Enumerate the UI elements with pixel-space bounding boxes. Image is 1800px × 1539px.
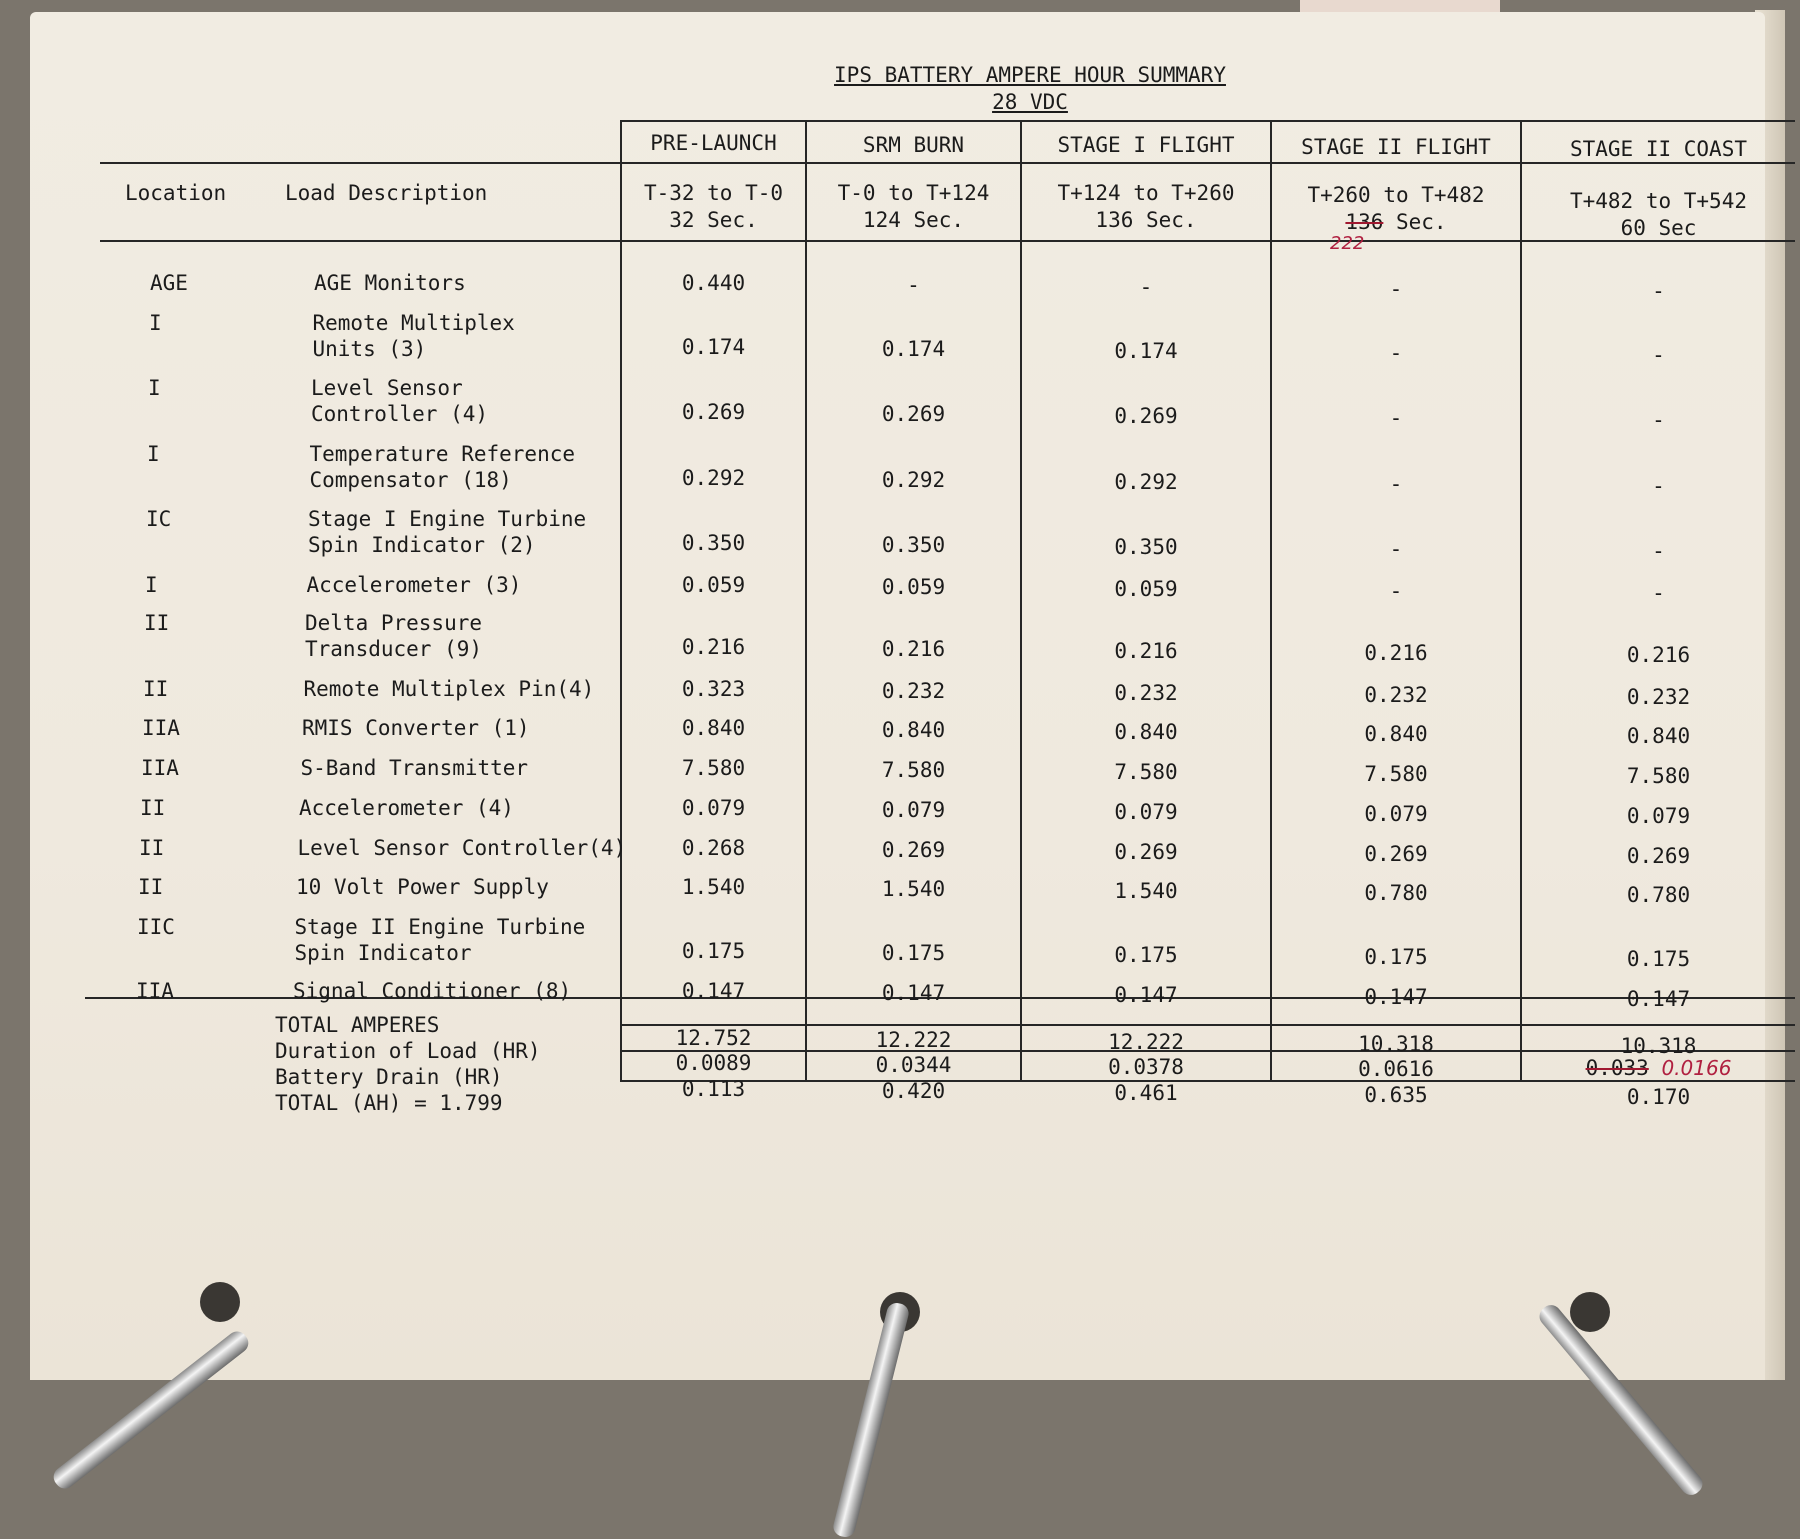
phase-name: PRE-LAUNCH xyxy=(650,131,777,155)
header-stage2-coast xyxy=(1522,136,1795,163)
ampere-value-cell: 0.840 xyxy=(881,718,946,742)
phase-duration: 124 Sec. xyxy=(862,208,965,232)
ampere-value-cell: 7.580 xyxy=(1114,760,1178,784)
location-cell: IC xyxy=(146,507,172,531)
total-amperes-value: 12.752 xyxy=(675,1026,752,1050)
document-page xyxy=(30,12,1765,1380)
location-cell: II xyxy=(144,611,170,635)
document-subtitle: 28 VDC xyxy=(992,90,1068,114)
phase-duration xyxy=(1272,209,1520,236)
ampere-value-cell: 0.079 xyxy=(881,798,946,822)
ampere-value-cell: 1.540 xyxy=(1114,879,1178,903)
load-description-cell: Units (3) xyxy=(312,337,427,361)
ampere-value-cell: 0.216 xyxy=(881,637,946,661)
struck-coast-duration: 0.033 xyxy=(1585,1056,1649,1080)
phase-range: T-32 to T-0 xyxy=(643,181,784,205)
handwritten-coast-duration: 0.0166 xyxy=(1661,1056,1732,1080)
header-stage2-flight-time xyxy=(1272,182,1520,254)
ampere-value-cell: - xyxy=(1652,408,1665,432)
battery-drain-value: 0.635 xyxy=(1364,1083,1428,1107)
ampere-value-cell: 0.440 xyxy=(681,271,746,295)
ampere-value-cell: 0.175 xyxy=(1114,943,1178,967)
location-cell: II xyxy=(139,836,165,860)
phase-name: STAGE II COAST xyxy=(1569,137,1747,161)
binder-hole-right xyxy=(1570,1292,1610,1332)
total-amperes-value: 12.222 xyxy=(1108,1030,1184,1054)
ampere-value-cell: 0.292 xyxy=(681,466,746,490)
location-cell: I xyxy=(145,573,158,597)
ampere-value-cell: 0.174 xyxy=(881,337,946,361)
binder-hole-left xyxy=(200,1282,240,1322)
ampere-value-cell: 0.269 xyxy=(1626,844,1691,868)
struck-duration: 136 xyxy=(1345,210,1384,234)
load-description-cell: Transducer (9) xyxy=(305,637,483,661)
ampere-value-cell: 0.079 xyxy=(1364,802,1428,826)
ampere-value-cell: 0.232 xyxy=(1114,681,1178,705)
ampere-value-cell: 0.232 xyxy=(1364,683,1428,707)
phase-duration: 60 Sec xyxy=(1620,216,1697,240)
load-description-cell: Temperature Reference xyxy=(309,442,576,466)
load-description-cell: Spin Indicator (2) xyxy=(308,533,536,557)
ampere-value-cell: 0.216 xyxy=(1114,639,1178,663)
ampere-value-cell: 0.147 xyxy=(1626,987,1691,1011)
location-cell: I xyxy=(149,311,162,335)
load-description-cell: Signal Conditioner (8) xyxy=(293,979,572,1003)
load-description-cell: Level Sensor Controller(4) xyxy=(297,836,627,860)
header-pre-launch xyxy=(622,130,805,157)
ampere-value-cell: 1.540 xyxy=(681,875,746,899)
phase-range: T-0 to T+124 xyxy=(837,181,990,205)
ampere-value-cell: 7.580 xyxy=(1626,764,1691,788)
duration-label: Duration of Load (HR) xyxy=(275,1039,541,1063)
duration-value: 0.0378 xyxy=(1108,1055,1184,1079)
phase-range: T+124 to T+260 xyxy=(1057,181,1235,205)
ampere-value-cell: 0.268 xyxy=(681,836,746,860)
coast-duration-cell xyxy=(1522,1055,1795,1081)
ampere-value-cell: 0.292 xyxy=(1114,470,1178,494)
ampere-value-cell: 0.350 xyxy=(681,531,746,555)
load-description-cell: AGE Monitors xyxy=(314,271,466,295)
ampere-value-cell: - xyxy=(1389,277,1403,301)
duration-unit: Sec. xyxy=(1383,210,1447,234)
ampere-value-cell: 0.269 xyxy=(881,838,946,862)
header-srm-burn xyxy=(807,132,1020,159)
total-ah: TOTAL (AH) = 1.799 xyxy=(275,1091,503,1115)
header-load-description: Load Description xyxy=(285,181,488,205)
header-pre-launch-time xyxy=(622,180,805,234)
ampere-value-cell: 7.580 xyxy=(1364,762,1428,786)
ampere-value-cell: - xyxy=(1652,279,1665,303)
ampere-value-cell: 0.175 xyxy=(1364,945,1428,969)
header-stage2-coast-time xyxy=(1522,188,1795,242)
location-cell: II xyxy=(138,875,164,899)
load-description-cell: Controller (4) xyxy=(311,402,489,426)
load-description-cell: 10 Volt Power Supply xyxy=(296,875,549,899)
ampere-value-cell: - xyxy=(1652,343,1665,367)
ampere-value-cell: - xyxy=(1389,341,1403,365)
ampere-value-cell: 0.840 xyxy=(1626,724,1691,748)
ampere-value-cell: 0.147 xyxy=(1114,983,1178,1007)
load-description-cell: Stage I Engine Turbine xyxy=(308,507,587,531)
phase-name: STAGE II FLIGHT xyxy=(1301,135,1491,159)
ampere-value-cell: - xyxy=(1652,539,1665,563)
battery-drain-label: Battery Drain (HR) xyxy=(275,1065,503,1089)
ampere-value-cell: 0.079 xyxy=(681,796,746,820)
battery-drain-value: 0.170 xyxy=(1626,1085,1691,1109)
phase-duration: 136 Sec. xyxy=(1095,208,1197,232)
battery-drain-value: 0.461 xyxy=(1114,1081,1178,1105)
ampere-value-cell: 0.079 xyxy=(1114,800,1178,824)
total-amperes-value: 12.222 xyxy=(875,1028,952,1052)
header-stage1-flight-time xyxy=(1022,180,1270,234)
document-title: IPS BATTERY AMPERE HOUR SUMMARY xyxy=(834,63,1226,87)
ampere-value-cell: 0.269 xyxy=(881,402,946,426)
battery-drain-value: 0.113 xyxy=(681,1077,746,1101)
ampere-value-cell: 0.323 xyxy=(681,677,746,701)
ampere-value-cell: 0.232 xyxy=(1626,685,1691,709)
ampere-value-cell: 0.147 xyxy=(881,981,946,1005)
ampere-value-cell: - xyxy=(1139,275,1153,299)
ampere-value-cell: 0.059 xyxy=(681,573,746,597)
ampere-value-cell: 0.175 xyxy=(881,941,946,965)
battery-drain-value: 0.420 xyxy=(881,1079,946,1103)
load-description-cell: Compensator (18) xyxy=(309,468,512,492)
load-description-cell: Remote Multiplex xyxy=(312,311,515,335)
ampere-value-cell: 0.269 xyxy=(1114,840,1178,864)
col-divider-2 xyxy=(805,120,807,1082)
ampere-value-cell: 7.580 xyxy=(881,758,946,782)
location-cell: II xyxy=(143,677,169,701)
total-amperes-value: 10.318 xyxy=(1358,1032,1434,1056)
ampere-value-cell: - xyxy=(907,273,920,297)
phase-name: SRM BURN xyxy=(862,133,965,157)
ampere-value-cell: 0.175 xyxy=(1626,947,1691,971)
ampere-value-cell: 7.580 xyxy=(681,756,746,780)
ampere-value-cell: - xyxy=(1652,581,1665,605)
ampere-value-cell: 0.269 xyxy=(681,400,746,424)
ampere-value-cell: 0.059 xyxy=(881,575,946,599)
location-cell: IIA xyxy=(142,716,180,740)
ampere-value-cell: 0.216 xyxy=(1626,643,1691,667)
total-amperes-label: TOTAL AMPERES xyxy=(275,1013,440,1037)
ampere-value-cell: 0.840 xyxy=(1114,720,1178,744)
table-top-rule xyxy=(620,120,1795,122)
load-description-cell: Spin Indicator xyxy=(294,941,472,965)
ampere-value-cell: 0.147 xyxy=(1364,985,1428,1009)
ampere-value-cell: 0.269 xyxy=(1364,842,1428,866)
header-srm-burn-time xyxy=(807,180,1020,234)
ampere-value-cell: - xyxy=(1652,474,1665,498)
ampere-value-cell: 0.840 xyxy=(1364,722,1428,746)
ampere-value-cell: - xyxy=(1389,537,1403,561)
ampere-value-cell: - xyxy=(1389,579,1403,603)
handwritten-duration-correction: 222 xyxy=(1330,233,1365,254)
location-cell: I xyxy=(148,376,161,400)
ampere-value-cell: 0.175 xyxy=(681,939,746,963)
duration-value: 0.0616 xyxy=(1358,1057,1434,1081)
total-amperes-value: 10.318 xyxy=(1620,1034,1697,1058)
ampere-value-cell: 0.174 xyxy=(681,335,746,359)
ampere-value-cell: 0.292 xyxy=(881,468,946,492)
ampere-value-cell: 0.216 xyxy=(681,635,746,659)
load-description-cell: Stage II Engine Turbine xyxy=(294,915,586,939)
ampere-value-cell: 1.540 xyxy=(881,877,946,901)
duration-value: 0.0344 xyxy=(875,1053,952,1077)
load-description-cell: S-Band Transmitter xyxy=(300,756,529,780)
load-description-cell: Remote Multiplex Pin(4) xyxy=(303,677,595,701)
ampere-value-cell: 0.840 xyxy=(681,716,746,740)
ampere-value-cell: 0.350 xyxy=(881,533,946,557)
phase-duration: 32 Sec. xyxy=(669,208,758,232)
header-location: Location xyxy=(125,181,227,205)
phase-range: T+260 to T+482 xyxy=(1307,183,1485,207)
load-description-cell: RMIS Converter (1) xyxy=(302,716,530,740)
location-cell: I xyxy=(147,442,160,466)
location-cell: IIA xyxy=(141,756,179,780)
ampere-value-cell: 0.780 xyxy=(1626,883,1691,907)
ampere-value-cell: 0.780 xyxy=(1364,881,1428,905)
location-cell: AGE xyxy=(150,271,188,295)
ampere-value-cell: - xyxy=(1389,406,1403,430)
load-description-cell: Delta Pressure xyxy=(305,611,483,635)
location-cell: IIC xyxy=(137,915,175,939)
ampere-value-cell: 0.059 xyxy=(1114,577,1178,601)
ampere-value-cell: 0.216 xyxy=(1364,641,1428,665)
ampere-value-cell: 0.079 xyxy=(1626,804,1691,828)
document-title-block xyxy=(630,62,1430,116)
load-description-cell: Accelerometer (4) xyxy=(299,796,514,820)
header-stage2-flight xyxy=(1272,134,1520,161)
load-description-cell: Level Sensor xyxy=(311,376,463,400)
ampere-value-cell: 0.269 xyxy=(1114,404,1178,428)
ampere-value-cell: 0.232 xyxy=(881,679,946,703)
phase-name: STAGE I FLIGHT xyxy=(1057,133,1235,157)
ampere-value-cell: - xyxy=(1389,472,1403,496)
ampere-value-cell: 0.350 xyxy=(1114,535,1178,559)
location-cell: IIA xyxy=(136,979,174,1003)
location-cell: II xyxy=(140,796,166,820)
phase-range: T+482 to T+542 xyxy=(1569,189,1747,213)
load-description-cell: Accelerometer (3) xyxy=(306,573,522,597)
duration-value: 0.0089 xyxy=(675,1051,752,1075)
ampere-value-cell: 0.174 xyxy=(1114,339,1178,363)
ampere-value-cell: 0.147 xyxy=(681,979,746,1003)
header-stage1-flight xyxy=(1022,132,1270,159)
